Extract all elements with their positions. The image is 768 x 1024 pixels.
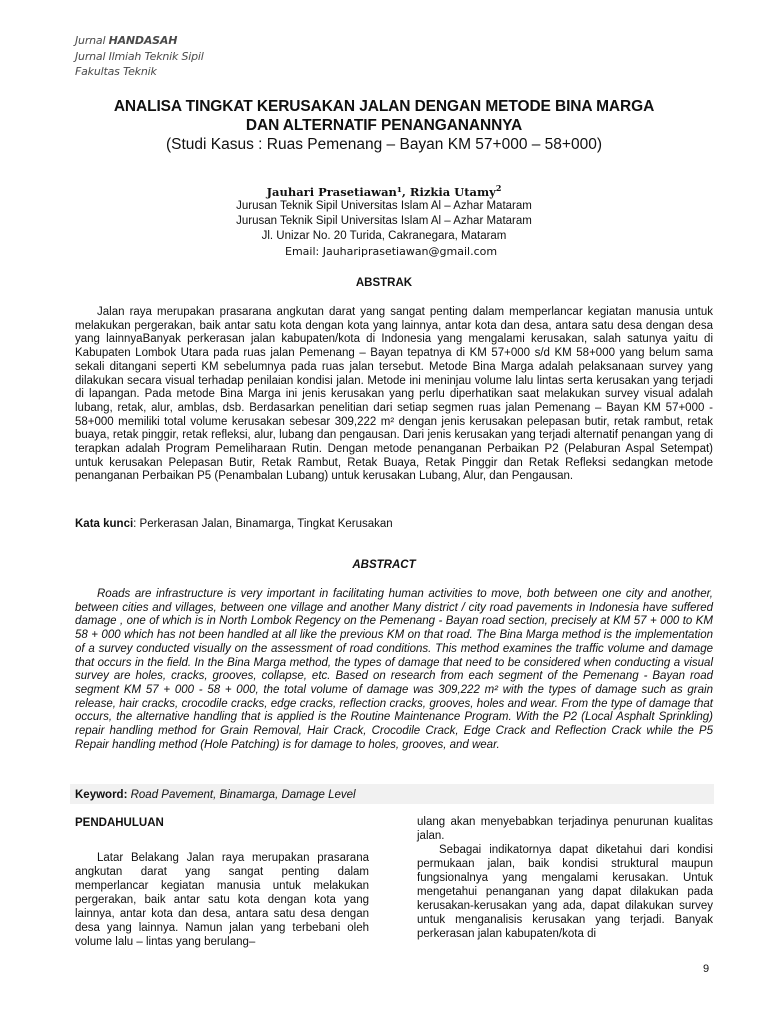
affiliation-1: Jurusan Teknik Sipil Universitas Islam Al – Azhar Mataram xyxy=(236,200,532,212)
journal-faculty: Fakultas Teknik xyxy=(75,65,157,78)
author-email: Email: Jauhariprasetiawan@gmail.com xyxy=(285,245,498,258)
abstract-body: Roads are infrastructure is very important in facilitating human activities to move, both between one city and another, between cities and villages, between one village and another Many district / city road pavements in Indonesia have suffered damage , one of which is in North Lombok Regency on the Pemenang - Bayan road section, precisely at KM 57 + 000 to KM 58 + 000 which has not been handled at all like the previous KM on that road. The Bina Marga method is the implementation of a survey conducted visually on the assessment of road conditions. This method examines the traffic volume and damage that occurs in the field. In the Bina Marga method, the types of damage that need to be considered when conducting a visual survey are holes, cracks, grooves, collapse, etc. Based on research from each segment of the Pemenang - Bayan road segment KM 57 + 000 - 58 + 000, the total volume of damage was 309,222 m² with the types of damage such as grain release, hair cracks, crocodile cracks, edge cracks, reflection cracks, grooves, holes and wear. From the type of damage that occurs, the alternative handling that is applied is the Routine Maintenance Program. With the P2 (Local Asphalt Sprinkling) repair handling method for Grain Removal, Hair Crack, Crocodile Crack, Edge Crack and Reflection Crack while the P5 Repair handling method (Hole Patching) is for damage to holes, grooves, and wear. xyxy=(75,588,713,751)
affiliation-2: Jurusan Teknik Sipil Universitas Islam Al – Azhar Mataram xyxy=(236,215,532,227)
intro-left-column: Latar Belakang Jalan raya merupakan prasarana angkutan darat yang sangat penting dalam memperlancar kegiatan manusia untuk melakukan pergerakan, baik antar satu kota dengan kota yang lainnya, antar kota dan desa, antara satu desa dengan desa yang lainnya. Namun jalan yang terbebani oleh volume lalu – lintas yang berulang– xyxy=(75,852,369,948)
journal-header xyxy=(75,33,204,80)
intro-right-column: ulang akan menyebabkan terjadinya penurunan kualitas jalan. Sebagai indikatornya dapat diketahui dari kondisi permukaan jalan, baik kondisi struktural maupun fungsionalnya yang mengalami kerusakan. Untuk mengetahui penanganan yang dapat dilakukan pada kerusakan-kerusakan yang ada, dapat dilakukan survey untuk menganalisis kerusakan yang terjadi. Banyak perkerasan jalan kabupaten/kota di xyxy=(417,816,713,940)
paper-subtitle: (Studi Kasus : Ruas Pemenang – Bayan KM 57+000 – 58+000) xyxy=(165,136,602,153)
journal-subtitle: Jurnal Ilmiah Teknik Sipil xyxy=(75,49,204,63)
kata-kunci: Kata kunci: Perkerasan Jalan, Binamarga, Tingkat Kerusakan xyxy=(75,518,393,530)
abstrak-heading: ABSTRAK xyxy=(355,277,413,289)
abstrak-body: Jalan raya merupakan prasarana angkutan darat yang sangat penting dalam memperlancar kegiatan manusia untuk melakukan pergerakan, baik antar satu kota dengan kota yang lainnya, antar kota dan desa, antara satu desa dengan desa yang lainnyaBanyak perkerasan jalan kabupaten/kota di Indonesia yang mengalami kerusakan, salah satunya yaitu di Kabupaten Lombok Utara pada ruas jalan Pemenang – Bayan tepatnya di KM 57+000 s/d KM 58+000 yang belum sama sekali ditangani seperti KM sebelumnya pada ruas jalan tersebut. Metode Bina Marga adalah pelaksanaan survey yang dilakukan secara visual terhadap penilaian kondisi jalan. Metode ini meninjau volume lalu lintas serta kerusakan yang terjadi di lapangan. Pada metode Bina Marga ini jenis kerusakan yang perlu diperhatikan saat melakukan survey visual adalah lubang, retak, alur, amblas, dsb. Berdasarkan penelitian dari setiap segmen ruas jalan Pemenang – Bayan KM 57+000 - 58+000 memiliki total volume kerusakan sebesar 309,222 m² dengan jenis kerusakan pelepasan butir, retak rambut, retak buaya, retak pinggir, retak refleksi, alur, lubang dan pengausan. Dari jenis kerusakan yang terjadi alternatif penangan yang di terapkan adalah Program Pemeliharaan Rutin. Dengan metode penanganan Perbaikan P2 (Pelaburan Aspal Setempat) untuk kerusakan Pelepasan Butir, Retak Rambut, Retak Buaya, Retak Pinggir dan Retak Refleksi sedangkan metode penanganan Perbaikan P5 (Penambalan Lubang) untuk kerusakan Lubang, Alur, dan Pengausan. xyxy=(75,306,713,483)
abstract-heading: ABSTRACT xyxy=(352,559,416,571)
keywords: Keyword: Road Pavement, Binamarga, Damage Level xyxy=(75,789,356,801)
intro-heading: PENDAHULUAN xyxy=(75,817,164,829)
author-list: Jauhari Prasetiawan¹, Rizkia Utamy$^2$ xyxy=(266,183,502,199)
paper-title: ANALISA TINGKAT KERUSAKAN JALAN DENGAN METODE BINA MARGA DAN ALTERNATIF PENANGANANNYA xyxy=(113,98,655,134)
address: Jl. Unizar No. 20 Turida, Cakranegara, Mataram xyxy=(261,230,507,242)
page-number: 9 xyxy=(703,963,710,975)
journal-name: Jurnal HANDASAH xyxy=(75,34,178,47)
